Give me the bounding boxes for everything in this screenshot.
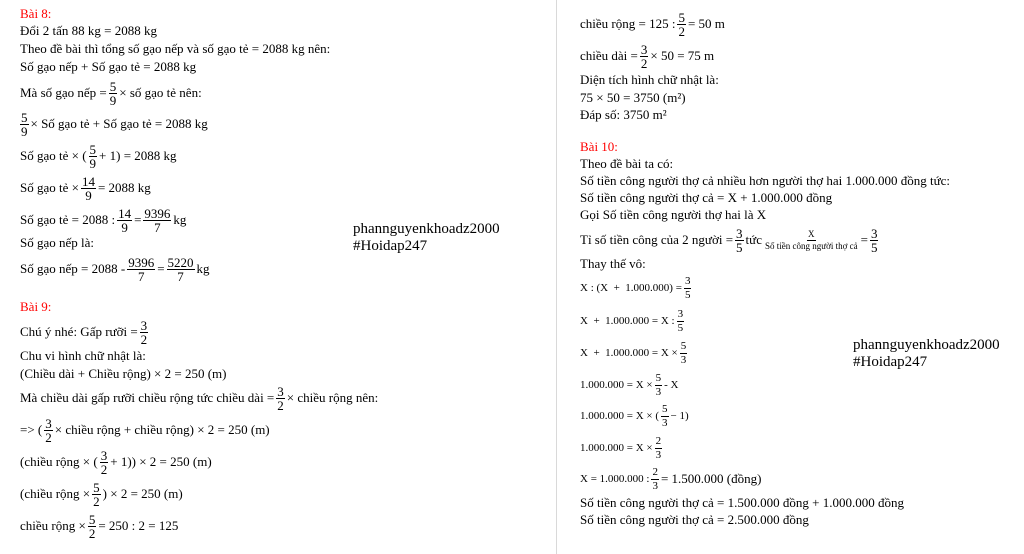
- b9-line-2: Chu vi hình chữ nhật là:: [20, 348, 146, 363]
- b9-line-6: [20, 448, 212, 476]
- denominator: 2: [88, 525, 96, 541]
- fraction: [127, 256, 155, 283]
- b8-line-4: [20, 79, 202, 107]
- text: => (: [20, 422, 43, 437]
- text: =: [157, 261, 165, 276]
- numerator: 5: [678, 9, 685, 25]
- fraction: [81, 175, 96, 202]
- b10-line-4: Gọi Số tiền công người thợ hai là X: [580, 207, 767, 222]
- b9-line-1: [20, 318, 150, 346]
- text: × chiều rộng nên:: [286, 390, 379, 405]
- fraction: [44, 417, 53, 444]
- fraction: [88, 513, 97, 540]
- denominator: 5: [677, 321, 684, 334]
- watermark-username: phannguyenkhoadz2000: [353, 221, 500, 237]
- b10-line-14: Số tiền công người thợ cả = 1.500.000 đồng + 1.000.000 đồng: [580, 495, 904, 510]
- b8-line-3: Số gạo nếp + Số gạo tẻ = 2088 kg: [20, 59, 197, 74]
- fraction: [167, 256, 195, 283]
- numerator: 3: [870, 225, 878, 241]
- denominator: 2: [277, 397, 284, 413]
- text: + 1) = 2088 kg: [99, 148, 177, 163]
- fraction: [870, 227, 879, 254]
- numerator: 3: [640, 41, 648, 57]
- numerator: 2: [652, 465, 658, 478]
- denominator: 7: [177, 268, 184, 284]
- right-column: [565, 0, 1024, 554]
- b8-line-2: Theo đề bài thì tổng số gạo nếp và số gạo tẻ = 2088 kg nên:: [20, 41, 331, 56]
- denominator: 9: [109, 92, 117, 108]
- fraction: [661, 403, 669, 430]
- fraction: [680, 340, 688, 367]
- b10-line-2: Số tiền công người thợ cả nhiều hơn người thợ hai 1.000.000 đồng tức:: [580, 173, 950, 188]
- text: Số gạo nếp = 2088 -: [20, 261, 126, 276]
- denominator: 9: [85, 187, 92, 203]
- b9-cont-line-4: 75 × 50 = 3750 (m²): [580, 90, 686, 105]
- text: chiều rộng ×: [20, 518, 86, 533]
- fraction: [109, 80, 118, 107]
- text: tức: [745, 232, 762, 247]
- numerator: 9396: [144, 205, 171, 221]
- denominator: 2: [678, 23, 685, 39]
- denominator: 9: [89, 155, 97, 171]
- b10-line-7: [580, 273, 693, 303]
- b8-line-6: [20, 142, 177, 170]
- b9-cont-line-1: [580, 10, 725, 38]
- denominator: 3: [655, 448, 662, 461]
- b10-line-3: Số tiền công người thợ cả = X + 1.000.000 đồng: [580, 190, 833, 205]
- fraction: [276, 385, 285, 412]
- watermark-hashtag: #Hoidap247: [353, 238, 428, 254]
- fraction: [92, 481, 101, 508]
- denominator: 3: [652, 479, 658, 492]
- text: X = 1.000.000 :: [580, 473, 650, 485]
- text: chiều dài =: [580, 48, 638, 63]
- denominator: 9: [21, 123, 28, 139]
- numerator: 3: [277, 383, 284, 399]
- text: × số gạo tẻ nên:: [119, 85, 202, 100]
- fraction: [677, 11, 686, 38]
- denominator: Số tiền công người thợ cả: [764, 240, 858, 251]
- fraction: [764, 229, 859, 252]
- text: - X: [664, 379, 679, 391]
- text: 1.000.000 = X ×: [580, 442, 653, 454]
- fraction: [143, 207, 171, 234]
- numerator: 5: [680, 339, 687, 352]
- denominator: 3: [662, 416, 668, 429]
- b8-title: Bài 8:: [20, 6, 52, 21]
- b10-line-10: [580, 370, 678, 400]
- fraction: [140, 319, 149, 346]
- text: = 2088 kg: [97, 180, 151, 195]
- b9-line-3: (Chiều dài + Chiều rộng) × 2 = 250 (m): [20, 366, 227, 381]
- numerator: 5: [89, 141, 97, 157]
- b10-line-13: [580, 464, 761, 494]
- text: × Số gạo tẻ + Số gạo tẻ = 2088 kg: [30, 116, 208, 131]
- text: =: [860, 232, 868, 247]
- numerator: 5: [655, 371, 662, 384]
- numerator: 3: [140, 317, 148, 333]
- text: 1.000.000 = X × (: [580, 410, 660, 422]
- fraction: [20, 111, 29, 138]
- denominator: 7: [137, 268, 145, 284]
- text: × chiều rộng + chiều rộng) × 2 = 250 (m): [54, 422, 270, 437]
- numerator: 3: [684, 274, 691, 287]
- b9-line-4: [20, 384, 378, 412]
- numerator: 5: [662, 402, 668, 415]
- watermark-hashtag: #Hoidap247: [853, 354, 928, 370]
- b9-line-5: [20, 416, 270, 444]
- b8-line-5: [18, 110, 208, 138]
- text: X : (X + 1.000.000) =: [580, 282, 682, 294]
- numerator: 5220: [167, 254, 194, 270]
- b10-line-6: Thay thế vô:: [580, 256, 646, 271]
- denominator: 3: [680, 353, 687, 366]
- text: Số gạo tẻ ×: [20, 180, 79, 195]
- b10-line-9: [580, 338, 689, 368]
- b8-line-9: Số gạo nếp là:: [20, 235, 95, 250]
- numerator: 2: [655, 434, 662, 447]
- denominator: 2: [140, 331, 148, 347]
- text: + 1)) × 2 = 250 (m): [110, 454, 212, 469]
- text: × 50 = 75 m: [650, 48, 715, 63]
- text: =: [134, 212, 142, 227]
- b10-line-1: Theo đề bài ta có:: [580, 156, 674, 171]
- b9-cont-line-3: Diện tích hình chữ nhật là:: [580, 72, 719, 87]
- b9-line-7: [20, 480, 183, 508]
- text: Số gạo tẻ × (: [20, 148, 87, 163]
- text: = 1.500.000 (đồng): [660, 471, 762, 486]
- text: kg: [173, 212, 187, 227]
- watermark-username: phannguyenkhoadz2000: [853, 337, 1000, 353]
- denominator: 5: [870, 239, 878, 255]
- numerator: 5: [88, 511, 96, 527]
- denominator: 2: [640, 55, 648, 71]
- fraction: [655, 372, 663, 399]
- fraction: [117, 207, 132, 234]
- numerator: 3: [736, 225, 743, 241]
- fraction: [640, 43, 649, 70]
- denominator: 9: [121, 219, 128, 235]
- numerator: 3: [45, 415, 52, 431]
- fraction: [677, 308, 685, 335]
- text: Mà số gạo nếp =: [20, 85, 107, 100]
- text: − 1): [670, 410, 689, 422]
- b10-line-15: Số tiền công người thợ cả = 2.500.000 đồng: [580, 512, 809, 527]
- b8-line-8: [20, 206, 186, 234]
- column-divider: [556, 0, 557, 554]
- numerator: 9396: [128, 254, 155, 270]
- denominator: 2: [100, 461, 108, 477]
- numerator: X: [808, 228, 815, 239]
- fraction: [100, 449, 109, 476]
- text: X + 1.000.000 = X ×: [580, 347, 678, 359]
- fraction: [655, 435, 663, 462]
- b10-line-12: [580, 433, 664, 463]
- text: ) × 2 = 250 (m): [102, 486, 183, 501]
- b8-line-7: [20, 174, 151, 202]
- text: Tỉ số tiền công của 2 người =: [580, 232, 734, 247]
- denominator: 2: [45, 429, 52, 445]
- fraction: [735, 227, 744, 254]
- text: X + 1.000.000 = X :: [580, 315, 675, 327]
- b10-line-11: [580, 401, 689, 431]
- text: kg: [196, 261, 210, 276]
- b9-title: Bài 9:: [20, 299, 52, 314]
- b9-cont-line-2: [580, 42, 714, 70]
- text: Chú ý nhé: Gấp rưỡi =: [20, 324, 138, 339]
- b10-line-5: [580, 225, 880, 255]
- text: Mà chiều dài gấp rưỡi chiều rộng tức chiều dài =: [20, 390, 275, 405]
- fraction: [684, 275, 692, 302]
- numerator: 5: [21, 109, 28, 125]
- text: Số gạo tẻ = 2088 :: [20, 212, 116, 227]
- text: chiều rộng = 125 :: [580, 16, 676, 31]
- fraction: [89, 143, 98, 170]
- denominator: 3: [655, 385, 662, 398]
- denominator: 5: [736, 239, 743, 255]
- numerator: 3: [100, 447, 108, 463]
- b9-line-8: [20, 512, 178, 540]
- text: (chiều rộng × (: [20, 454, 98, 469]
- denominator: 7: [154, 219, 161, 235]
- numerator: 5: [109, 78, 117, 94]
- numerator: 14: [118, 205, 132, 221]
- numerator: 14: [81, 173, 95, 189]
- fraction: [651, 466, 659, 493]
- b10-line-8: [580, 306, 686, 336]
- text: = 250 : 2 = 125: [98, 518, 179, 533]
- text: (chiều rộng ×: [20, 486, 91, 501]
- text: 1.000.000 = X ×: [580, 379, 653, 391]
- b10-title: Bài 10:: [580, 139, 618, 154]
- text: = 50 m: [687, 16, 725, 31]
- numerator: 3: [677, 307, 684, 320]
- b9-cont-line-5: Đáp số: 3750 m²: [580, 107, 667, 122]
- b8-line-10: [20, 255, 210, 283]
- b8-line-1: Đổi 2 tấn 88 kg = 2088 kg: [20, 23, 157, 38]
- numerator: 5: [93, 479, 100, 495]
- denominator: 2: [93, 493, 100, 509]
- denominator: 5: [684, 288, 691, 301]
